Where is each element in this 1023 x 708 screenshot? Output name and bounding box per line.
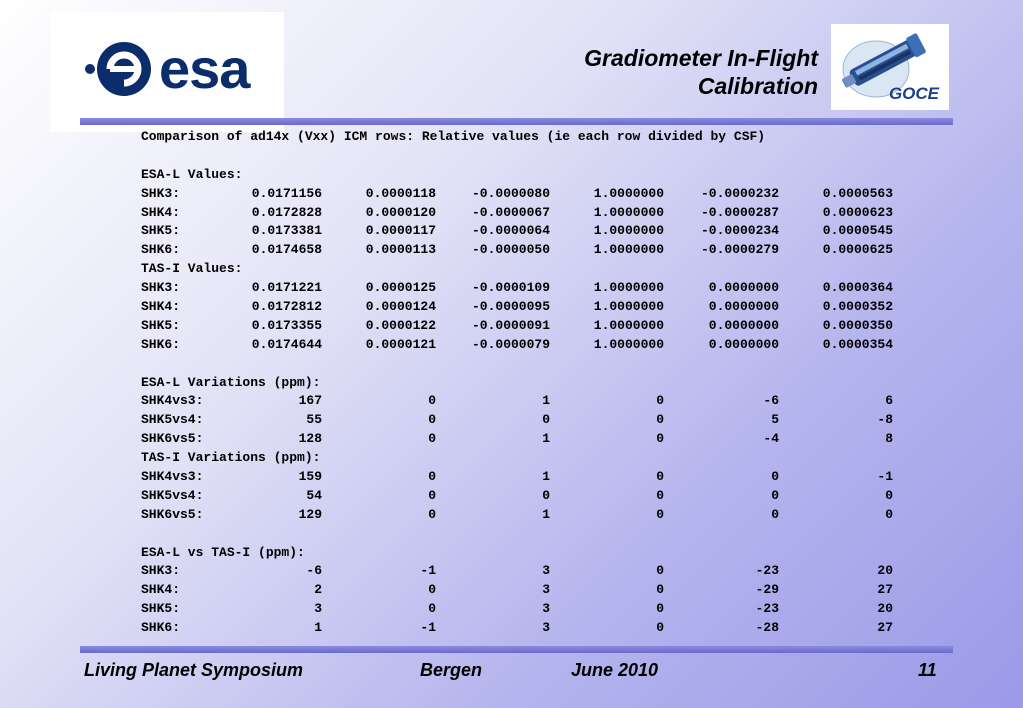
esa-logo-icon [80, 38, 160, 100]
table-cell: -0.0000080 [471, 185, 550, 201]
table-cell: 0.0000623 [822, 204, 893, 220]
table-cell: -0.0000234 [700, 223, 779, 239]
table-cell: 0.0000122 [365, 317, 436, 333]
table-cell: 0 [428, 506, 436, 522]
table-cell: -0.0000232 [700, 185, 779, 201]
row-label: SHK5: [141, 223, 181, 239]
table-cell: -6 [306, 563, 322, 579]
table-cell: 1.0000000 [593, 317, 664, 333]
row-label: SHK5vs4: [141, 412, 204, 428]
table-cell: 0 [428, 487, 436, 503]
table-cell: 0.0174644 [251, 336, 322, 352]
table-cell: -29 [755, 582, 779, 598]
table-cell: 1 [542, 506, 550, 522]
table-row [141, 298, 1023, 317]
table-cell: 0 [656, 412, 664, 428]
table-cell: 1 [542, 431, 550, 447]
table-row [141, 430, 1023, 449]
table-cell: -0.0000279 [700, 242, 779, 258]
blank-line [141, 355, 1023, 374]
table-cell: 20 [877, 563, 893, 579]
footer-page-number: 11 [918, 660, 937, 680]
table-row [141, 487, 1023, 506]
table-cell: 0 [885, 487, 893, 503]
table-cell: 0.0000000 [708, 299, 779, 315]
row-label: SHK6vs5: [141, 506, 204, 522]
table-cell: 1.0000000 [593, 280, 664, 296]
table-cell: 0.0172828 [251, 204, 322, 220]
table-cell: 0.0000625 [822, 242, 893, 258]
table-cell: 0.0000563 [822, 185, 893, 201]
table-cell: 1 [314, 620, 322, 636]
table-cell: 3 [542, 620, 550, 636]
table-cell: 129 [298, 506, 322, 522]
footer-date: June 2010 [571, 660, 659, 680]
footer-rule [80, 646, 953, 653]
table-cell: 0.0000120 [365, 204, 436, 220]
goce-logo-text: GOCE [888, 84, 939, 103]
table-cell: 0 [656, 469, 664, 485]
table-cell: 1.0000000 [593, 299, 664, 315]
table-cell: 0.0000118 [365, 185, 436, 201]
table-cell: 0.0000000 [708, 336, 779, 352]
table-cell: 1 [542, 469, 550, 485]
table-cell: 0.0000352 [822, 299, 893, 315]
table-cell: 0 [428, 582, 436, 598]
table-cell: 0.0000364 [822, 280, 893, 296]
footer-event: Living Planet Symposium [84, 660, 304, 680]
group-title: ESA-L Values: [141, 166, 243, 182]
table-cell: -23 [755, 563, 779, 579]
goce-logo-box [831, 24, 949, 110]
row-label: SHK5: [141, 317, 181, 333]
table-cell: -0.0000091 [471, 317, 550, 333]
table-cell: 0.0000350 [822, 317, 893, 333]
table-cell: -1 [877, 469, 893, 485]
table-cell: 1.0000000 [593, 223, 664, 239]
table-cell: 167 [298, 393, 322, 409]
row-label: SHK4: [141, 582, 181, 598]
table-row [141, 581, 1023, 600]
header-rule [80, 118, 953, 125]
table-row [141, 204, 1023, 223]
table-cell: 0.0000121 [365, 336, 436, 352]
table-cell: 3 [314, 601, 322, 617]
table-cell: 27 [877, 620, 893, 636]
row-label: SHK3: [141, 185, 181, 201]
group-title: TAS-I Values: [141, 261, 243, 277]
table-row [141, 241, 1023, 260]
table-cell: 20 [877, 601, 893, 617]
table-cell: 54 [306, 487, 322, 503]
row-label: SHK4: [141, 204, 181, 220]
table-cell: -0.0000064 [471, 223, 550, 239]
table-cell: 1 [542, 393, 550, 409]
table-cell: -0.0000079 [471, 336, 550, 352]
table-cell: -1 [420, 620, 436, 636]
table-cell: 1.0000000 [593, 185, 664, 201]
table-cell: 0.0172812 [251, 299, 322, 315]
table-cell: 0 [428, 469, 436, 485]
table-cell: 0 [542, 412, 550, 428]
table-cell: 0.0000000 [708, 280, 779, 296]
table-cell: 0 [771, 469, 779, 485]
table-cell: 1.0000000 [593, 336, 664, 352]
table-cell: 0.0171156 [251, 185, 322, 201]
table-row [141, 619, 1023, 638]
table-row [141, 336, 1023, 355]
table-cell: 0 [771, 487, 779, 503]
row-label: SHK4vs3: [141, 393, 204, 409]
slide-title-line1: Gradiometer In-Flight [584, 45, 818, 71]
table-cell: 128 [298, 431, 322, 447]
esa-logo-text: esa [159, 37, 250, 100]
table-row [141, 279, 1023, 298]
table-cell: 6 [885, 393, 893, 409]
table-cell: 0 [656, 582, 664, 598]
row-label: SHK4vs3: [141, 469, 204, 485]
table-cell: 0.0000125 [365, 280, 436, 296]
table-groups [141, 166, 1023, 638]
table-row [141, 317, 1023, 336]
table-cell: 0 [428, 393, 436, 409]
table-cell: 0 [656, 393, 664, 409]
table-cell: 0 [656, 620, 664, 636]
table-row [141, 411, 1023, 430]
table-row [141, 468, 1023, 487]
table-cell: -6 [763, 393, 779, 409]
table-cell: 159 [298, 469, 322, 485]
table-cell: 3 [542, 601, 550, 617]
table-cell: -0.0000109 [471, 280, 550, 296]
group-title: TAS-I Variations (ppm): [141, 450, 321, 466]
row-label: SHK6: [141, 620, 181, 636]
row-label: SHK6: [141, 336, 181, 352]
table-cell: 0 [656, 601, 664, 617]
blank-line [141, 525, 1023, 544]
table-cell: -0.0000050 [471, 242, 550, 258]
table-cell: 3 [542, 563, 550, 579]
table-row [141, 185, 1023, 204]
table-cell: 27 [877, 582, 893, 598]
table-row [141, 600, 1023, 619]
table-cell: 0.0000113 [365, 242, 436, 258]
table-cell: -1 [420, 563, 436, 579]
table-cell: 0.0000117 [365, 223, 436, 239]
table-cell: 3 [542, 582, 550, 598]
group-title: ESA-L vs TAS-I (ppm): [141, 544, 305, 560]
table-cell: -0.0000287 [700, 204, 779, 220]
table-cell: 0.0000545 [822, 223, 893, 239]
row-label: SHK5vs4: [141, 487, 204, 503]
table-cell: 55 [306, 412, 322, 428]
row-label: SHK6vs5: [141, 431, 204, 447]
row-label: SHK3: [141, 280, 181, 296]
table-row [141, 506, 1023, 525]
table-cell: 0 [656, 563, 664, 579]
row-label: SHK5: [141, 601, 181, 617]
table-cell: 1.0000000 [593, 204, 664, 220]
row-label: SHK6: [141, 242, 181, 258]
group-title: ESA-L Variations (ppm): [141, 374, 321, 390]
table-cell: 0.0000000 [708, 317, 779, 333]
table-cell: 2 [314, 582, 322, 598]
table-cell: 0 [656, 487, 664, 503]
slide-title-line2: Calibration [697, 73, 818, 99]
table-cell: 0 [656, 506, 664, 522]
table-cell: 0.0000124 [365, 299, 436, 315]
table-cell: 0 [428, 412, 436, 428]
table-cell: 0 [656, 431, 664, 447]
table-cell: 0.0171221 [251, 280, 322, 296]
table-cell: 1.0000000 [593, 242, 664, 258]
table-cell: -28 [755, 620, 779, 636]
table-cell: -8 [877, 412, 893, 428]
table-row [141, 562, 1023, 581]
table-cell: 0 [542, 487, 550, 503]
blank-line [141, 147, 1023, 166]
table-cell: 0.0173381 [251, 223, 322, 239]
table-cell: 0.0173355 [251, 317, 322, 333]
table-cell: -0.0000067 [471, 204, 550, 220]
table-row [141, 392, 1023, 411]
table-cell: -4 [763, 431, 779, 447]
table-row [141, 222, 1023, 241]
slide-title [584, 44, 818, 100]
table-cell: 0 [428, 601, 436, 617]
table-cell: 5 [771, 412, 779, 428]
icm-comparison-table [141, 128, 1023, 638]
table-cell: 0 [885, 506, 893, 522]
table-cell: -23 [755, 601, 779, 617]
footer-location: Bergen [420, 660, 483, 680]
table-cell: 0 [428, 431, 436, 447]
table-cell: 0.0174658 [251, 242, 322, 258]
table-cell: 0.0000354 [822, 336, 893, 352]
table-heading: Comparison of ad14x (Vxx) ICM rows: Relative values (ie each row divided by CSF) [141, 129, 766, 144]
row-label: SHK4: [141, 299, 181, 315]
table-cell: -0.0000095 [471, 299, 550, 315]
esa-logo-box [51, 12, 284, 132]
table-cell: 0 [771, 506, 779, 522]
row-label: SHK3: [141, 563, 181, 579]
table-cell: 8 [885, 431, 893, 447]
